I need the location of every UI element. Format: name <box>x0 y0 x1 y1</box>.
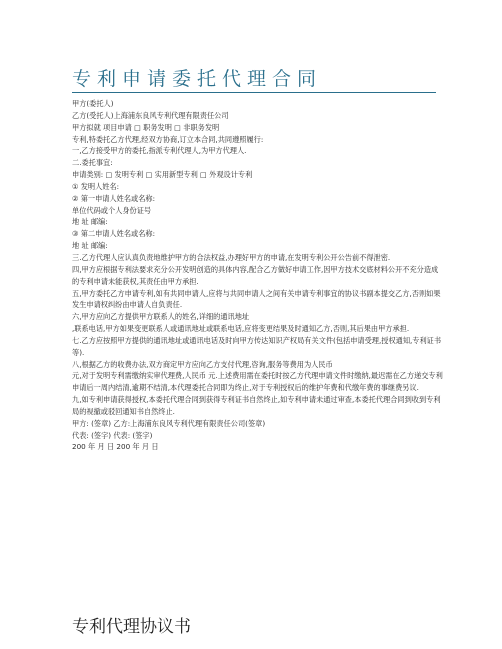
first-applicant-line: ② 第一申请人姓名或名称: <box>72 193 156 203</box>
intro-line: 专利,特委托乙方代理,经双方协商,订立本合同,共同遵照履行: <box>72 134 264 144</box>
clause-1: 一,乙方接受甲方的委托,指派专利代理人,为甲方代理人. <box>72 146 247 156</box>
clause-2-heading: 二.委托事宜: <box>72 158 113 168</box>
project-line: 甲方拟就 项目申请 □ 职务发明 □ 非职务发明 <box>72 122 220 132</box>
party-b-line: 乙方(受托人)上海浦东良风专利代理有限责任公司 <box>72 110 229 120</box>
address-line-1: 地 址 邮编: <box>72 217 108 227</box>
inventor-name-line: ① 发明人姓名: <box>72 181 120 191</box>
clause-9: 九,如专利申请获得授权,本委托代理合同到获得专利证书自然终止,如专利申请未通过审查,本委托代理合同到收到专利局的视撤或驳回通知书自然终止. <box>72 395 441 416</box>
representatives-line: 代表: (签字) 代表: (签字) <box>72 430 153 440</box>
contract-body <box>72 98 444 453</box>
id-code-line: 单位代码或个人身份证号 <box>72 205 152 215</box>
clause-8: 八,根据乙方的收费办法,双方商定甲方应向乙方支付代理,咨询,服务等费用为人民币 <box>72 359 333 369</box>
clause-8-continued: 元,对于发明专利需缴纳实审代理费,人民币 元.上述费用需在委托时按乙方代理申请文件时缴纳,最迟需在乙方递交专利申请后一周内结清,逾期不结清,本代理委托合同即为终止,对于专利授权后的维护年费和代缴年费的事继费另议. <box>72 371 443 393</box>
clause-3: 三.乙方代理人应认真负责地维护甲方的合法权益,办理好甲方的申请,在发明专利公开公告前不得泄密. <box>72 252 391 262</box>
clause-5: 五,甲方委托乙方申请专利,如有共同申请人,应将与共同申请人之间有关申请专利事宜的协议书副本提交乙方,否则如果发生申请权纠纷由申请人自负责任. <box>72 288 441 310</box>
clause-6: 六,甲方应向乙方提供甲方联系人的姓名,详细的通讯地址 <box>72 312 250 322</box>
clause-7: 七.乙方应按照甲方提供的通讯地址或通讯电话及时向甲方传达知识产权局有关文件(包括申请受理,授权通知,专利证书等). <box>72 335 442 357</box>
clause-6-continued: ,联系电话,甲方如果变更联系人或通讯地址或联系电话,应将变更结果及时通知乙方,否则,其后果由甲方承担. <box>72 324 410 334</box>
application-type-line: 申请类别: □ 发明专利 □ 实用新型专利 □ 外观设计专利 <box>72 170 253 180</box>
title-divider <box>72 92 436 93</box>
contract-title: 专利申请委托代理合同 <box>72 68 323 90</box>
party-a-line: 甲方(委托人) <box>72 99 114 108</box>
signature-parties-line: 甲方: (签章) 乙方:上海浦东良风专利代理有限责任公司(签章) <box>72 418 266 428</box>
clause-4: 四,甲方应根据专利法要求充分公开发明创造的具体内容,配合乙方做好申请工作,因甲方技术交底材料公开不充分造成的专利申请未能获权,其责任由甲方承担. <box>72 264 439 286</box>
agreement-title: 专利代理协议书 <box>72 617 191 637</box>
address-line-2: 地 址 邮编: <box>72 241 108 251</box>
date-line: 200 年 月 日 200 年 月 日 <box>72 442 159 452</box>
second-applicant-line: ③ 第二申请人姓名或名称: <box>72 229 156 239</box>
